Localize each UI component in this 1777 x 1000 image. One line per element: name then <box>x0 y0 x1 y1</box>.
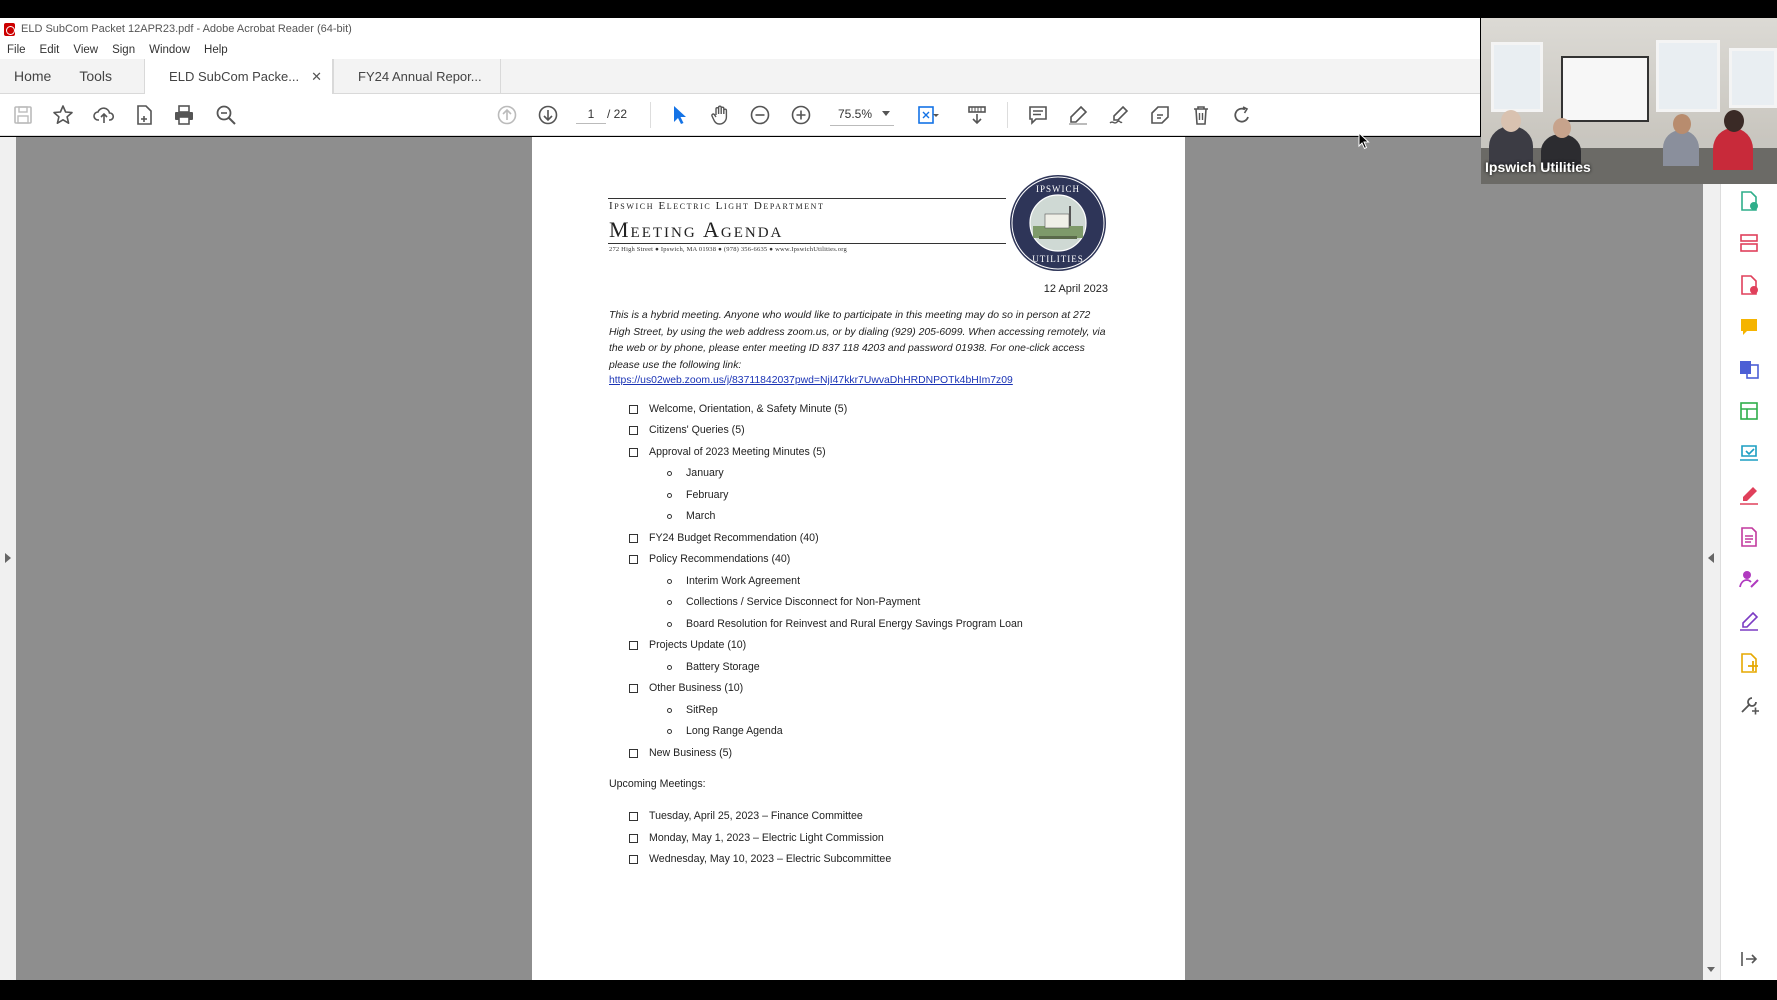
chevron-right-icon[interactable] <box>5 553 11 563</box>
more-tools-icon[interactable] <box>1738 694 1760 716</box>
toolbar <box>0 94 1480 136</box>
agenda-subitem: February <box>667 489 728 501</box>
scroll-mode-icon[interactable] <box>966 104 988 126</box>
request-signature-icon[interactable] <box>1738 568 1760 590</box>
checkbox-icon <box>629 749 638 758</box>
letterhead-rule <box>608 198 1006 199</box>
meeting-date: 12 April 2023 <box>1043 283 1108 295</box>
video-person-head <box>1673 114 1691 134</box>
previous-page-icon[interactable] <box>496 104 518 126</box>
window-title: ELD SubCom Packet 12APR23.pdf - Adobe Acrobat Reader (64-bit) <box>21 23 352 35</box>
agenda-subitem: March <box>667 510 715 522</box>
agenda-subitem: Interim Work Agreement <box>667 575 800 587</box>
checkbox-icon <box>629 555 638 564</box>
sign-tool-icon[interactable] <box>1738 610 1760 632</box>
svg-text:IPSWICH: IPSWICH <box>1035 184 1081 194</box>
checkbox-icon <box>629 641 638 650</box>
menu-sign[interactable]: Sign <box>112 43 136 56</box>
menu-edit[interactable]: Edit <box>39 43 60 56</box>
meeting-intro: This is a hybrid meeting. Anyone who would like to participate in this meeting may do so in person at 272 High Street, by using the web address zoom.us, or by dialing (929) 205-6099. When accessing remotely, via the web or by phone, please enter meeting ID 837 118 4203 and password 01938. For one-click access please use the following link: <box>609 310 1106 371</box>
title-bar <box>0 18 1480 40</box>
video-person-head <box>1724 110 1744 132</box>
department-name: Ipswich Electric Light Department <box>609 200 825 212</box>
page-total: / 22 <box>607 107 628 121</box>
next-page-icon[interactable] <box>537 104 559 126</box>
upcoming-meeting-item: Tuesday, April 25, 2023 – Finance Committee <box>629 810 863 822</box>
agenda-item: Other Business (10) <box>629 682 743 694</box>
fill-sign-icon[interactable] <box>1738 484 1760 506</box>
video-window <box>1491 42 1543 112</box>
checkbox-icon <box>629 534 638 543</box>
checkbox-icon <box>629 448 638 457</box>
video-wall-screen <box>1561 56 1649 122</box>
agenda-subitem: January <box>667 467 724 479</box>
save-icon[interactable] <box>12 104 34 126</box>
star-icon[interactable] <box>52 104 74 126</box>
menu-bar <box>0 40 1480 59</box>
agenda-item: Projects Update (10) <box>629 639 746 651</box>
protect-icon[interactable] <box>1738 526 1760 548</box>
tab-tools[interactable]: Tools <box>79 68 113 84</box>
share-file-icon[interactable] <box>133 104 155 126</box>
bullet-circle-icon <box>667 708 672 713</box>
tab-doc-fy24-annual[interactable] <box>333 59 501 93</box>
checkbox-icon <box>629 405 638 414</box>
chevron-down-icon <box>882 111 890 116</box>
video-window <box>1656 40 1720 112</box>
letterhead-rule <box>608 243 1006 244</box>
organize-pages-icon[interactable] <box>1738 232 1760 254</box>
svg-text:UTILITIES: UTILITIES <box>1032 254 1084 264</box>
hand-tool-icon[interactable] <box>709 104 731 126</box>
export-pdf-icon[interactable] <box>1738 190 1760 212</box>
agenda-subitem: Long Range Agenda <box>667 725 783 737</box>
tab-doc-label: FY24 Annual Repor... <box>358 68 482 84</box>
zoom-search-icon[interactable] <box>215 104 237 126</box>
create-pdf-icon[interactable] <box>1738 274 1760 296</box>
agenda-item: Citizens' Queries (5) <box>629 424 745 436</box>
menu-file[interactable]: File <box>7 43 26 56</box>
combine-files-icon[interactable] <box>1738 358 1760 380</box>
checkbox-icon <box>629 834 638 843</box>
bullet-circle-icon <box>667 600 672 605</box>
toolbar-divider <box>650 102 651 128</box>
agenda-item: Approval of 2023 Meeting Minutes (5) <box>629 446 826 458</box>
screen-bottom-border <box>0 980 1777 1000</box>
agenda-item: Welcome, Orientation, & Safety Minute (5) <box>629 403 847 415</box>
agenda-subitem: Battery Storage <box>667 661 760 673</box>
checkbox-icon <box>629 812 638 821</box>
ipswich-utilities-seal <box>1009 174 1107 272</box>
participant-name: Ipswich Utilities <box>1485 159 1591 175</box>
comment-tool-icon[interactable] <box>1738 316 1760 338</box>
bullet-circle-icon <box>667 622 672 627</box>
upcoming-meeting-item: Wednesday, May 10, 2023 – Electric Subcommittee <box>629 853 891 865</box>
close-icon[interactable]: ✕ <box>311 68 323 84</box>
screen-top-border <box>0 0 1777 18</box>
menu-view[interactable]: View <box>73 43 99 56</box>
delete-icon[interactable] <box>1190 104 1212 126</box>
video-person-head <box>1501 110 1521 132</box>
agenda-item: New Business (5) <box>629 747 732 759</box>
menu-window[interactable]: Window <box>149 43 191 56</box>
toolbar-divider <box>1007 102 1008 128</box>
send-for-review-icon[interactable] <box>1738 442 1760 464</box>
comment-icon[interactable] <box>1027 104 1049 126</box>
bullet-circle-icon <box>667 665 672 670</box>
mouse-cursor-icon <box>1358 132 1370 150</box>
zoom-in-icon[interactable] <box>790 104 812 126</box>
chevron-down-icon[interactable] <box>1707 967 1715 972</box>
page-number-input[interactable]: 1 <box>576 104 606 124</box>
bullet-circle-icon <box>667 514 672 519</box>
video-person <box>1713 128 1753 170</box>
agenda-subitem: SitRep <box>667 704 718 716</box>
tab-doc-label: ELD SubCom Packe... <box>169 69 300 84</box>
vertical-scrollbar[interactable] <box>1703 137 1720 980</box>
upcoming-meetings-heading: Upcoming Meetings: <box>609 778 706 790</box>
agenda-subitem: Board Resolution for Reinvest and Rural Energy Savings Program Loan <box>667 618 1023 630</box>
agenda-title: Meeting Agenda <box>609 217 784 242</box>
upcoming-meeting-item: Monday, May 1, 2023 – Electric Light Commission <box>629 832 884 844</box>
zoom-meeting-link[interactable]: https://us02web.zoom.us/j/83711842037pwd=NjI47kkr7UwvaDhHRDNPOTk4bHIm7z09 <box>609 375 1013 386</box>
video-person <box>1663 130 1699 166</box>
stamp-icon[interactable] <box>1149 104 1171 126</box>
letterhead-address: 272 High Street ● Ipswich, MA 01938 ● (978) 356-6635 ● www.IpswichUtilities.org <box>609 246 847 253</box>
bullet-circle-icon <box>667 493 672 498</box>
agenda-item: FY24 Budget Recommendation (40) <box>629 532 819 544</box>
undo-rotate-icon[interactable] <box>1231 104 1253 126</box>
video-participant-tile[interactable] <box>1481 18 1777 184</box>
agenda-item: Policy Recommendations (40) <box>629 553 790 565</box>
zoom-level-value: 75.5% <box>838 106 873 121</box>
zoom-out-icon[interactable] <box>749 104 771 126</box>
menu-help[interactable]: Help <box>204 43 228 56</box>
expand-pane-icon[interactable] <box>1738 948 1760 970</box>
checkbox-icon <box>629 855 638 864</box>
bullet-circle-icon <box>667 729 672 734</box>
scan-ocr-icon[interactable] <box>1738 652 1760 674</box>
video-person-head <box>1553 118 1571 138</box>
tab-home[interactable]: Home <box>14 68 52 84</box>
edit-pdf-icon[interactable] <box>1738 400 1760 422</box>
tab-bar <box>0 59 1480 94</box>
checkbox-icon <box>629 684 638 693</box>
acrobat-icon <box>4 23 15 36</box>
highlight-pen-icon[interactable] <box>1067 104 1089 126</box>
bullet-circle-icon <box>667 579 672 584</box>
chevron-down-icon[interactable] <box>931 104 941 126</box>
sign-icon[interactable] <box>1108 104 1130 126</box>
bullet-circle-icon <box>667 471 672 476</box>
tools-pane <box>1720 184 1777 980</box>
pdf-page[interactable] <box>532 137 1185 980</box>
left-panel-toggle[interactable] <box>0 137 16 980</box>
cloud-upload-icon[interactable] <box>93 104 115 126</box>
chevron-left-icon[interactable] <box>1708 553 1714 563</box>
zoom-level-select[interactable] <box>830 102 894 126</box>
video-window <box>1729 48 1777 108</box>
print-icon[interactable] <box>173 104 195 126</box>
checkbox-icon <box>629 426 638 435</box>
tab-doc-eld-subcom[interactable] <box>144 59 333 94</box>
select-cursor-icon[interactable] <box>668 104 690 126</box>
agenda-subitem: Collections / Service Disconnect for Non-Payment <box>667 596 920 608</box>
